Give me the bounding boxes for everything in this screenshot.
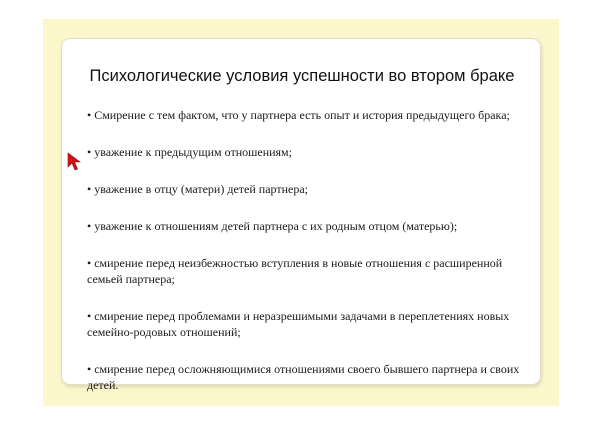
mouse-pointer-icon	[67, 152, 83, 172]
bullet-item: • Смирение с тем фактом, что у партнера есть опыт и история предыдущего брака;	[87, 108, 510, 122]
slide-panel	[61, 38, 541, 392]
bullet-item: • смирение перед проблемами и неразрешимыми задачами в переплетениях новых семейно-родовых отношений;	[87, 309, 510, 339]
bullet-item: • уважение к предыдущим отношениям;	[87, 145, 292, 159]
bullet-item: • смирение перед неизбежностью вступления в новые отношения с расширенной семьей партнера;	[87, 256, 503, 286]
bullet-item: • уважение к отношениям детей партнера с их родным отцом (матерью);	[87, 219, 458, 233]
bullet-item: • смирение перед осложняющимися отношениями своего бывшего партнера и своих детей.	[87, 362, 520, 392]
bullet-list	[87, 107, 527, 414]
slide-title: Психологические условия успешности во втором браке	[89, 67, 515, 85]
bullet-item: • уважение в отцу (матери) детей партнера;	[87, 182, 309, 196]
